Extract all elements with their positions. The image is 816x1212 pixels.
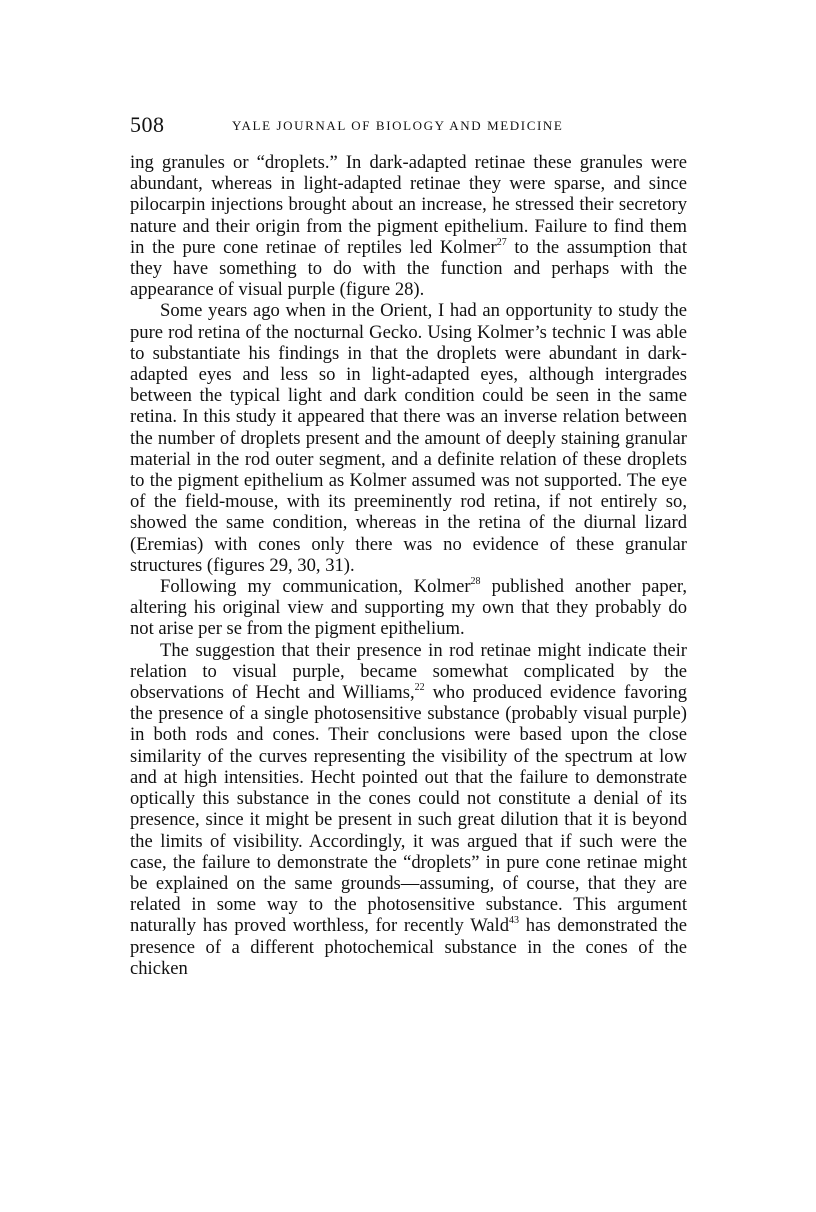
page — [130, 112, 687, 979]
paragraph-4 — [130, 640, 687, 979]
citation-superscript: 27 — [496, 236, 507, 248]
paragraph-text: who produced evidence favoring the presence of a single photosensitive substance (probably visual purple) in both rods and cones. Their conclusions were based upon the close similarity of the curves representing the visibility of the spectrum at low and at high intensities. Hecht pointed out that the failure to demonstrate optically this substance in the cones could not constitute a denial of its presence, since it might be present in such great dilution that it is beyond the limits of visibility. Accordingly, it was argued that if such were the case, the failure to demonstrate the “droplets” in pure cone retinae might be explained on the same grounds—assuming, of course, that they are related in some way to the photosensitive substance. This argument naturally has proved worthless, for recently Wald — [130, 682, 687, 937]
page-number: 508 — [130, 112, 165, 137]
paragraph-2 — [130, 300, 687, 576]
paragraph-text: ing granules or “droplets.” In dark-adapted retinae these granules were abundant, whereas in light-adapted retinae they were sparse, and since pilocarpin injections brought about an increase, he stressed their secretory nature and their origin from the pigment epithelium. Failure to find them in the pure cone retinae of reptiles led Kolmer — [130, 152, 687, 258]
citation-superscript: 22 — [414, 682, 425, 694]
paragraph-text: to the assumption that they have something to do with the function and perhaps with the appearance of visual purple (figure 28). — [130, 236, 687, 301]
paragraph-text: has demonstrated the presence of a different photochemical substance in the cones of the chicken — [130, 915, 688, 979]
journal-title: YALE JOURNAL OF BIOLOGY AND MEDICINE — [232, 118, 564, 133]
paragraph-text: published another paper, altering his original view and supporting my own that they probably do not arise per se from the pigment epithelium. — [130, 576, 687, 640]
paragraph-3 — [130, 576, 687, 640]
paragraph-text: Some years ago when in the Orient, I had an opportunity to study the pure rod retina of the nocturnal Gecko. Using Kolmer’s technic I was able to substantiate his findings in that the droplets were abundant in dark-adapted eyes and less so in light-adapted eyes, although intergrades between the typical light and dark condition could be seen in the same retina. In this study it appeared that there was an inverse relation between the number of droplets present and the amount of deeply staining granular material in the rod outer segment, and a definite relation of these droplets to the pigment epithelium as Kolmer assumed was not supported. The eye of the field-mouse, with its preeminently rod retina, if not entirely so, showed the same condition, whereas in the retina of the diurnal lizard (Eremias) with cones only there was no evidence of these granular structures (figures 29, 30, 31). — [130, 300, 687, 576]
paragraph-text: The suggestion that their presence in rod retinae might indicate their relation to visual purple, became somewhat complicated by the observations of Hecht and Williams, — [130, 639, 687, 704]
body-text — [130, 152, 687, 979]
citation-superscript: 28 — [470, 576, 481, 588]
citation-superscript: 43 — [509, 915, 520, 927]
paragraph-1 — [130, 152, 687, 300]
running-head — [130, 112, 687, 142]
paragraph-text: Following my communication, Kolmer — [160, 576, 471, 598]
